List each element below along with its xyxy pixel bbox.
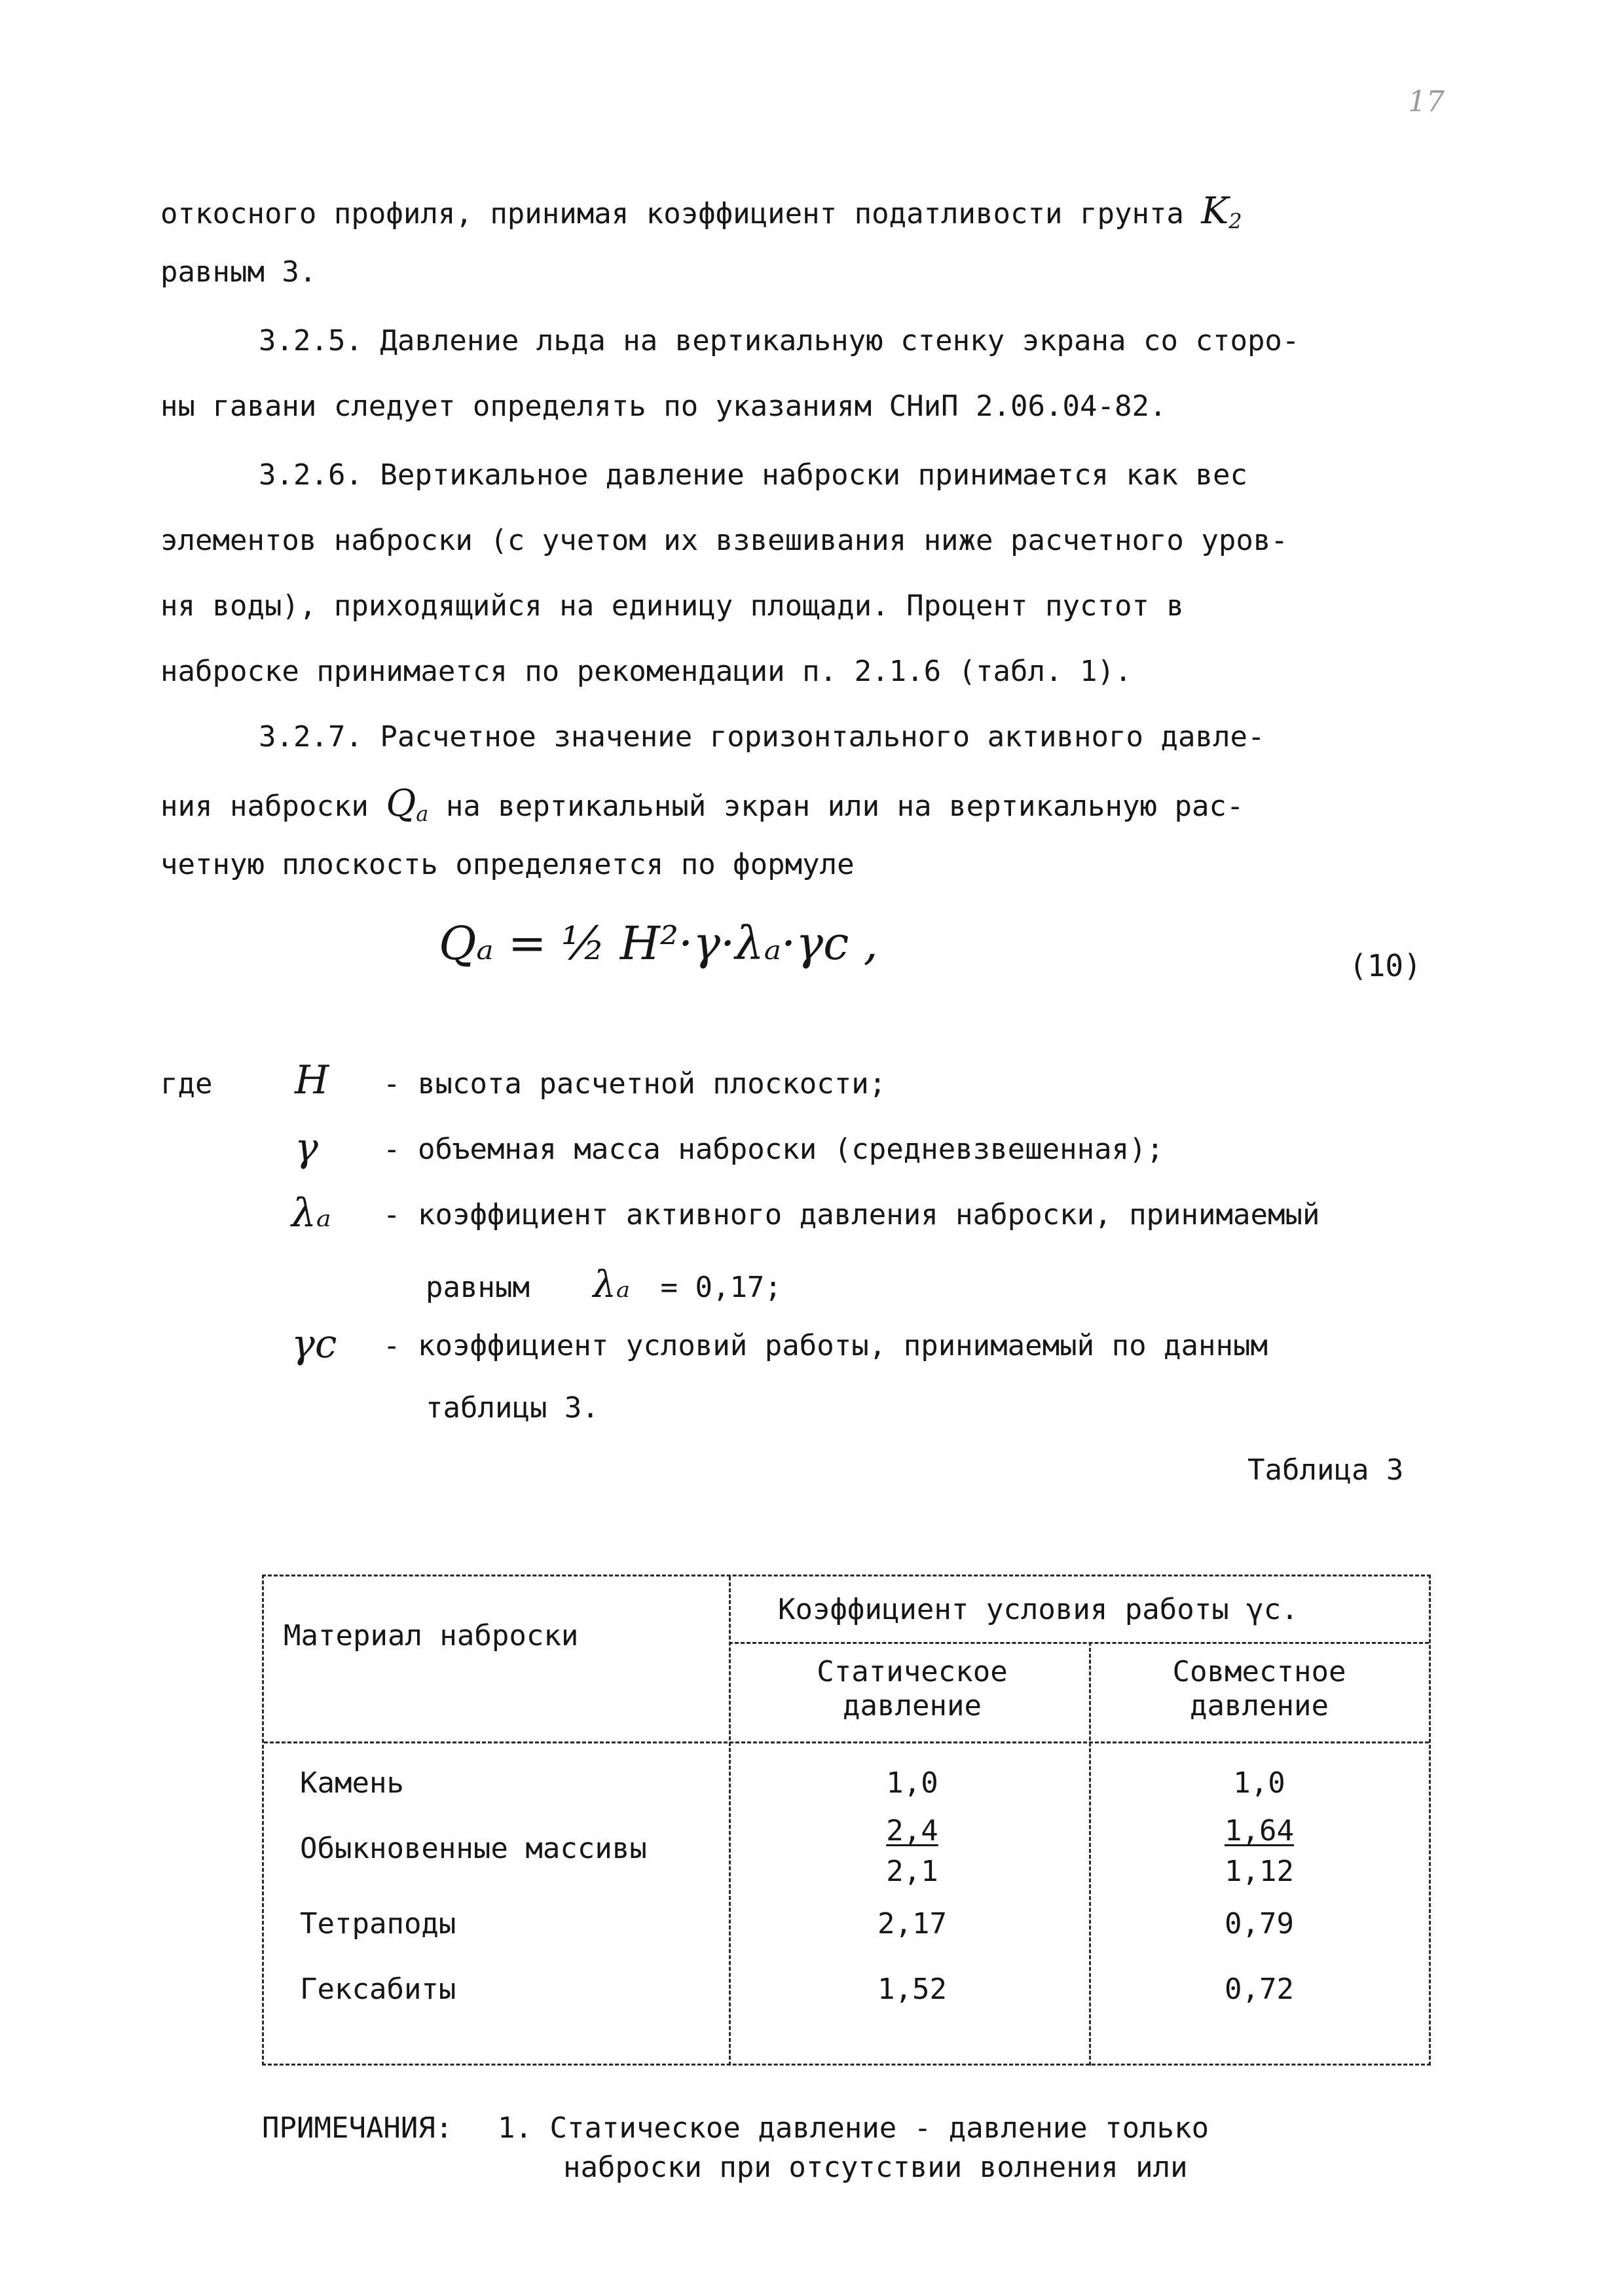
notes-line-2: наброски при отсутствии волнения или	[563, 2151, 1188, 2184]
symbol-h: H	[295, 1057, 329, 1103]
def-lambda-a-value	[426, 1264, 782, 1306]
def-lambda-a-value-text: = 0,17;	[660, 1271, 782, 1304]
where-label: где	[160, 1067, 213, 1101]
clause-3-2-6-line-3: ня воды), приходящийся на единицу площади. Процент пустот в	[160, 589, 1184, 623]
header-joint-1: Совместное	[1172, 1655, 1346, 1688]
notes-label: ПРИМЕЧАНИЯ:	[262, 2111, 453, 2145]
clause-3-2-6-line-1: 3.2.6. Вертикальное давление наброски принимается как вес	[259, 458, 1247, 492]
text-line-1-start: откосного профиля, принимая коэффициент податливости грунта	[160, 197, 1202, 230]
table-3	[262, 1575, 1431, 2066]
clause-3-2-7-line-3: четную плоскость определяется по формуле	[160, 848, 855, 881]
row-blocks-joint-2: 1,12	[1225, 1855, 1294, 1888]
header-static-2: давление	[843, 1689, 982, 1722]
formula-number: (10)	[1349, 948, 1422, 983]
table-caption: Таблица 3	[1247, 1453, 1404, 1487]
symbol-lambda-a: λₐ	[291, 1190, 331, 1236]
def-lambda-a-value-prefix: равным	[426, 1271, 530, 1304]
row-stone-name: Камень	[300, 1766, 404, 1800]
symbol-lambda-a-inline: λₐ	[593, 1264, 630, 1306]
text-line-2: равным 3.	[160, 255, 317, 289]
symbol-gamma: γ	[295, 1125, 318, 1171]
notes-line-1: 1. Статическое давление - давление только	[498, 2111, 1209, 2145]
clause-3-2-5-line-1: 3.2.5. Давление льда на вертикальную стенку экрана со сторо-	[259, 324, 1300, 357]
row-blocks-joint: 1,64	[1225, 1814, 1294, 1848]
clause-3-2-7-line-2-start: ния наброски	[160, 790, 386, 823]
clause-3-2-7-line-2	[160, 782, 1244, 826]
symbol-gamma-c: γc	[291, 1321, 337, 1367]
row-blocks-name: Обыкновенные массивы	[300, 1832, 647, 1865]
table-col-divider-1	[729, 1576, 731, 2066]
clause-3-2-5-line-2: ны гавани следует определять по указаниям СНиП 2.06.04-82.	[160, 390, 1167, 423]
header-coefficient-group: Коэффициент условия работы γc.	[778, 1593, 1299, 1626]
formula-10: Qₐ = ½ H²·γ·λₐ·γc ,	[439, 917, 878, 970]
row-tetrapods-name: Тетраподы	[300, 1907, 456, 1941]
row-hexabits-static: 1,52	[877, 1973, 947, 2006]
row-stone-static: 1,0	[886, 1766, 938, 1800]
def-gamma-c-cont: таблицы 3.	[426, 1391, 599, 1425]
row-hexabits-joint: 0,72	[1225, 1973, 1294, 2006]
def-gamma: - объемная масса наброски (средневзвешенная);	[383, 1133, 1164, 1166]
var-k2: $K_2$	[1201, 190, 1242, 234]
row-hexabits-name: Гексабиты	[300, 1973, 456, 2006]
def-h: - высота расчетной плоскости;	[383, 1067, 887, 1101]
table-col-divider-2	[1089, 1642, 1091, 2066]
row-tetrapods-static: 2,17	[877, 1907, 947, 1941]
clause-3-2-7-line-2-end: на вертикальный экран или на вертикальную рас-	[428, 790, 1244, 823]
header-joint-2: давление	[1190, 1689, 1329, 1722]
text-line-1	[160, 190, 1242, 234]
clause-3-2-6-line-2: элементов наброски (с учетом их взвешивания ниже расчетного уров-	[160, 524, 1288, 557]
table-header-divider	[264, 1741, 1429, 1743]
header-material: Материал наброски	[284, 1619, 579, 1652]
table-header-divider-group	[729, 1642, 1429, 1644]
row-blocks-static: 2,4	[886, 1814, 938, 1848]
clause-3-2-7-line-1: 3.2.7. Расчетное значение горизонтального активного давле-	[259, 720, 1265, 754]
header-static-1: Статическое	[817, 1655, 1008, 1688]
clause-3-2-6-line-4: наброске принимается по рекомендации п. 2.1.6 (табл. 1).	[160, 655, 1132, 688]
def-gamma-c: - коэффициент условий работы, принимаемый по данным	[383, 1329, 1268, 1362]
def-lambda-a: - коэффициент активного давления наброски, принимаемый	[383, 1198, 1320, 1231]
page-number: 17	[1408, 85, 1445, 118]
row-blocks-static-2: 2,1	[886, 1855, 938, 1888]
row-stone-joint: 1,0	[1233, 1766, 1285, 1800]
row-tetrapods-joint: 0,79	[1225, 1907, 1294, 1941]
var-qa: $Q_a$	[386, 782, 429, 826]
